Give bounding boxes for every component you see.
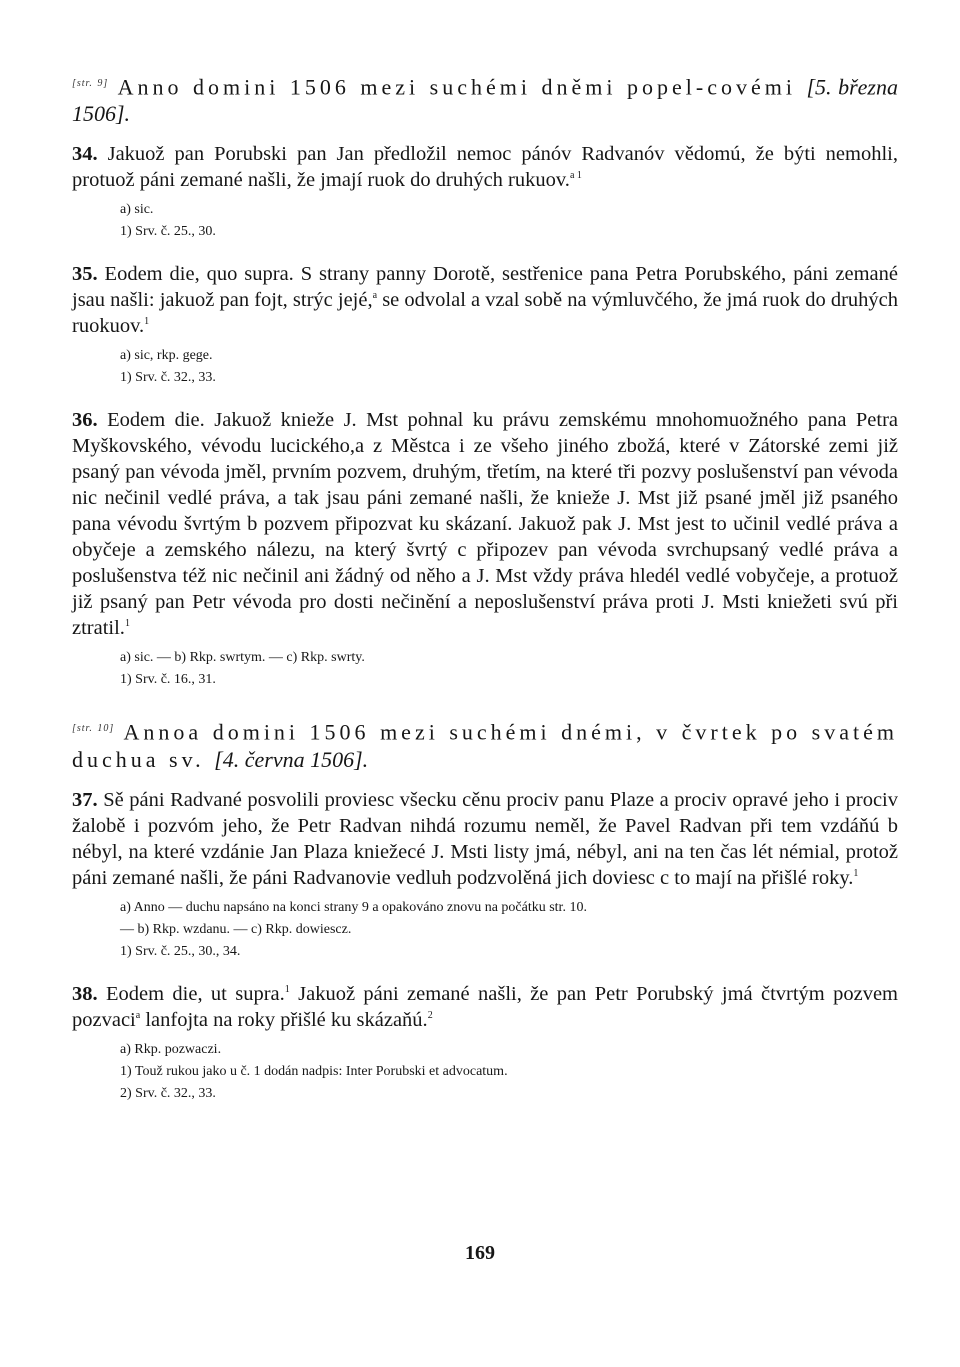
entry-35 [72,261,898,339]
entry-text: se odvolal a vzal sobě na výmluvčého, že jmá ruok do druhých ruokuov. [72,289,898,338]
page-reference: [str. 10] [72,723,115,735]
footnote-ref: 1 [853,867,859,879]
footnote: 1) Srv. č. 16., 31. [120,672,216,688]
footnotes-34 [72,199,898,243]
entry-number: 37. [72,788,98,811]
entry-34 [72,141,898,193]
footnotes-38 [72,1039,898,1105]
entry-number: 38. [72,982,98,1005]
entry-text: Eodem die. Jakuož knieže J. Mst pohnal ku právu zemskému mnohomuožného pana Petra Myškovského, vévodu lucického,a z Městca i ze všeho jiného zbožá, které v Zátorské zemi již psaný pan vévoda jměl, prvním pozvem, druhým, třetím, na které tři pozvy poslušenství pan vévoda nic nečinil vedlé práva, a tak jsau páni zemané našli, že knieže J. Mst již psané jměl již psaného pana vévodu švrtým b pozvem připozvat ku skázaní. Jakuož pak J. Mst jest to učinil vedlé práva a obyčeje a zemského nálezu, na který švrtý c připozev pan vévoda svrchupsaný vedlé práva a poslušenstva též nic nečinil ani žádný od něho a J. Mst vždy práva hledél vedlé vobyčeje, a protuož již psaný pan Petr vévoda pro dosti nečinění a neposlušenství práva proti J. Msti kniežeti svú při ztratil. [72,409,899,640]
section-heading-1 [72,70,898,127]
page-reference: [str. 9] [72,78,109,89]
footnote: — b) Rkp. wzdanu. — c) Rkp. dowiescz. [120,921,352,937]
footnote-ref: 1 [124,618,130,630]
heading-date: [4. června 1506]. [214,746,369,772]
entry-text: Sě páni Radvané posvolili proviesc všecku cěnu prociv panu Plaze a prociv opravé jeho i prociv žalobě i pozvóm jeho, že Petr Radvan nihdá rozumu neměl, že Pavel Radvan při tem vzdáňú b nébyl, na které vzdánie Jan Plaza kniežecé J. Msti listy jmá, nébyl, ani na ten čas lét némial, protož páni zemané našli, že páni Radvanovie vedluh podzvolěná jich doviesc c to mají na přišlé roky. [72,788,898,889]
entry-text: Eodem die, ut supra. [105,982,285,1005]
footnote: a) sic. — b) Rkp. swrtym. — c) Rkp. swrty. [120,650,365,666]
footnote-ref: a [135,1009,141,1021]
entry-number: 35. [72,263,98,286]
footnotes-37 [72,897,898,963]
page-number: 169 [465,1242,495,1264]
entry-number: 34. [72,143,98,166]
entry-text: lanfojta na roky přišlé ku skázaňú. [140,1008,428,1031]
footnote: 1) Touž rukou jako u č. 1 dodán nadpis: Inter Porubski et advocatum. [120,1063,508,1079]
entry-text: Jakuož páni zemané našli, že pan Petr Porubský jmá čtvrtým pozvem pozvaci [72,982,898,1031]
footnote: 2) Srv. č. 32., 33. [120,1085,216,1101]
footnote-ref: 1 [284,983,290,995]
footnote: a) sic, rkp. gege. [120,348,213,364]
footnote: a) sic. [120,202,154,218]
heading-date: [5. března 1506]. [72,74,898,127]
heading-text: Anno domini 1506 mezi suchémi dněmi popel-covémi [117,74,796,100]
entry-36 [72,407,898,641]
footnote-ref: 1 [144,316,150,328]
footnote: 1) Srv. č. 25., 30., 34. [120,943,241,959]
footnotes-35 [72,345,898,389]
footnotes-36 [72,647,898,691]
footnote-ref: a [372,290,378,302]
heading-text: Annoa domini 1506 mezi suchémi dnémi, v čvrtek po svatém duchua sv. [72,719,898,772]
footnote-ref: a 1 [569,170,582,182]
footnote-ref: 2 [427,1009,433,1021]
page-body [72,70,898,1105]
footnote: a) Anno — duchu napsáno na konci strany 9 a opakováno znovu na počátku str. 10. [120,899,587,915]
entry-37 [72,787,898,891]
entry-text: Jakuož pan Porubski pan Jan předložil nemoc pánóv Radvanóv vědomú, že býti nemohli, protuož páni zemané našli, že jmají ruok do druhých rukuov. [72,143,898,192]
entry-number: 36. [72,409,98,432]
footnote: 1) Srv. č. 32., 33. [120,370,216,386]
entry-text: Eodem die, quo supra. S strany panny Dorotě, sestřenice pana Petra Porubského, páni zemané jsau našli: jakuož pan fojt, strýc jejé, [72,263,899,312]
entry-38 [72,981,898,1033]
section-heading-2 [72,715,898,772]
footnote: 1) Srv. č. 25., 30. [120,224,216,240]
footnote: a) Rkp. pozwaczi. [120,1041,222,1057]
